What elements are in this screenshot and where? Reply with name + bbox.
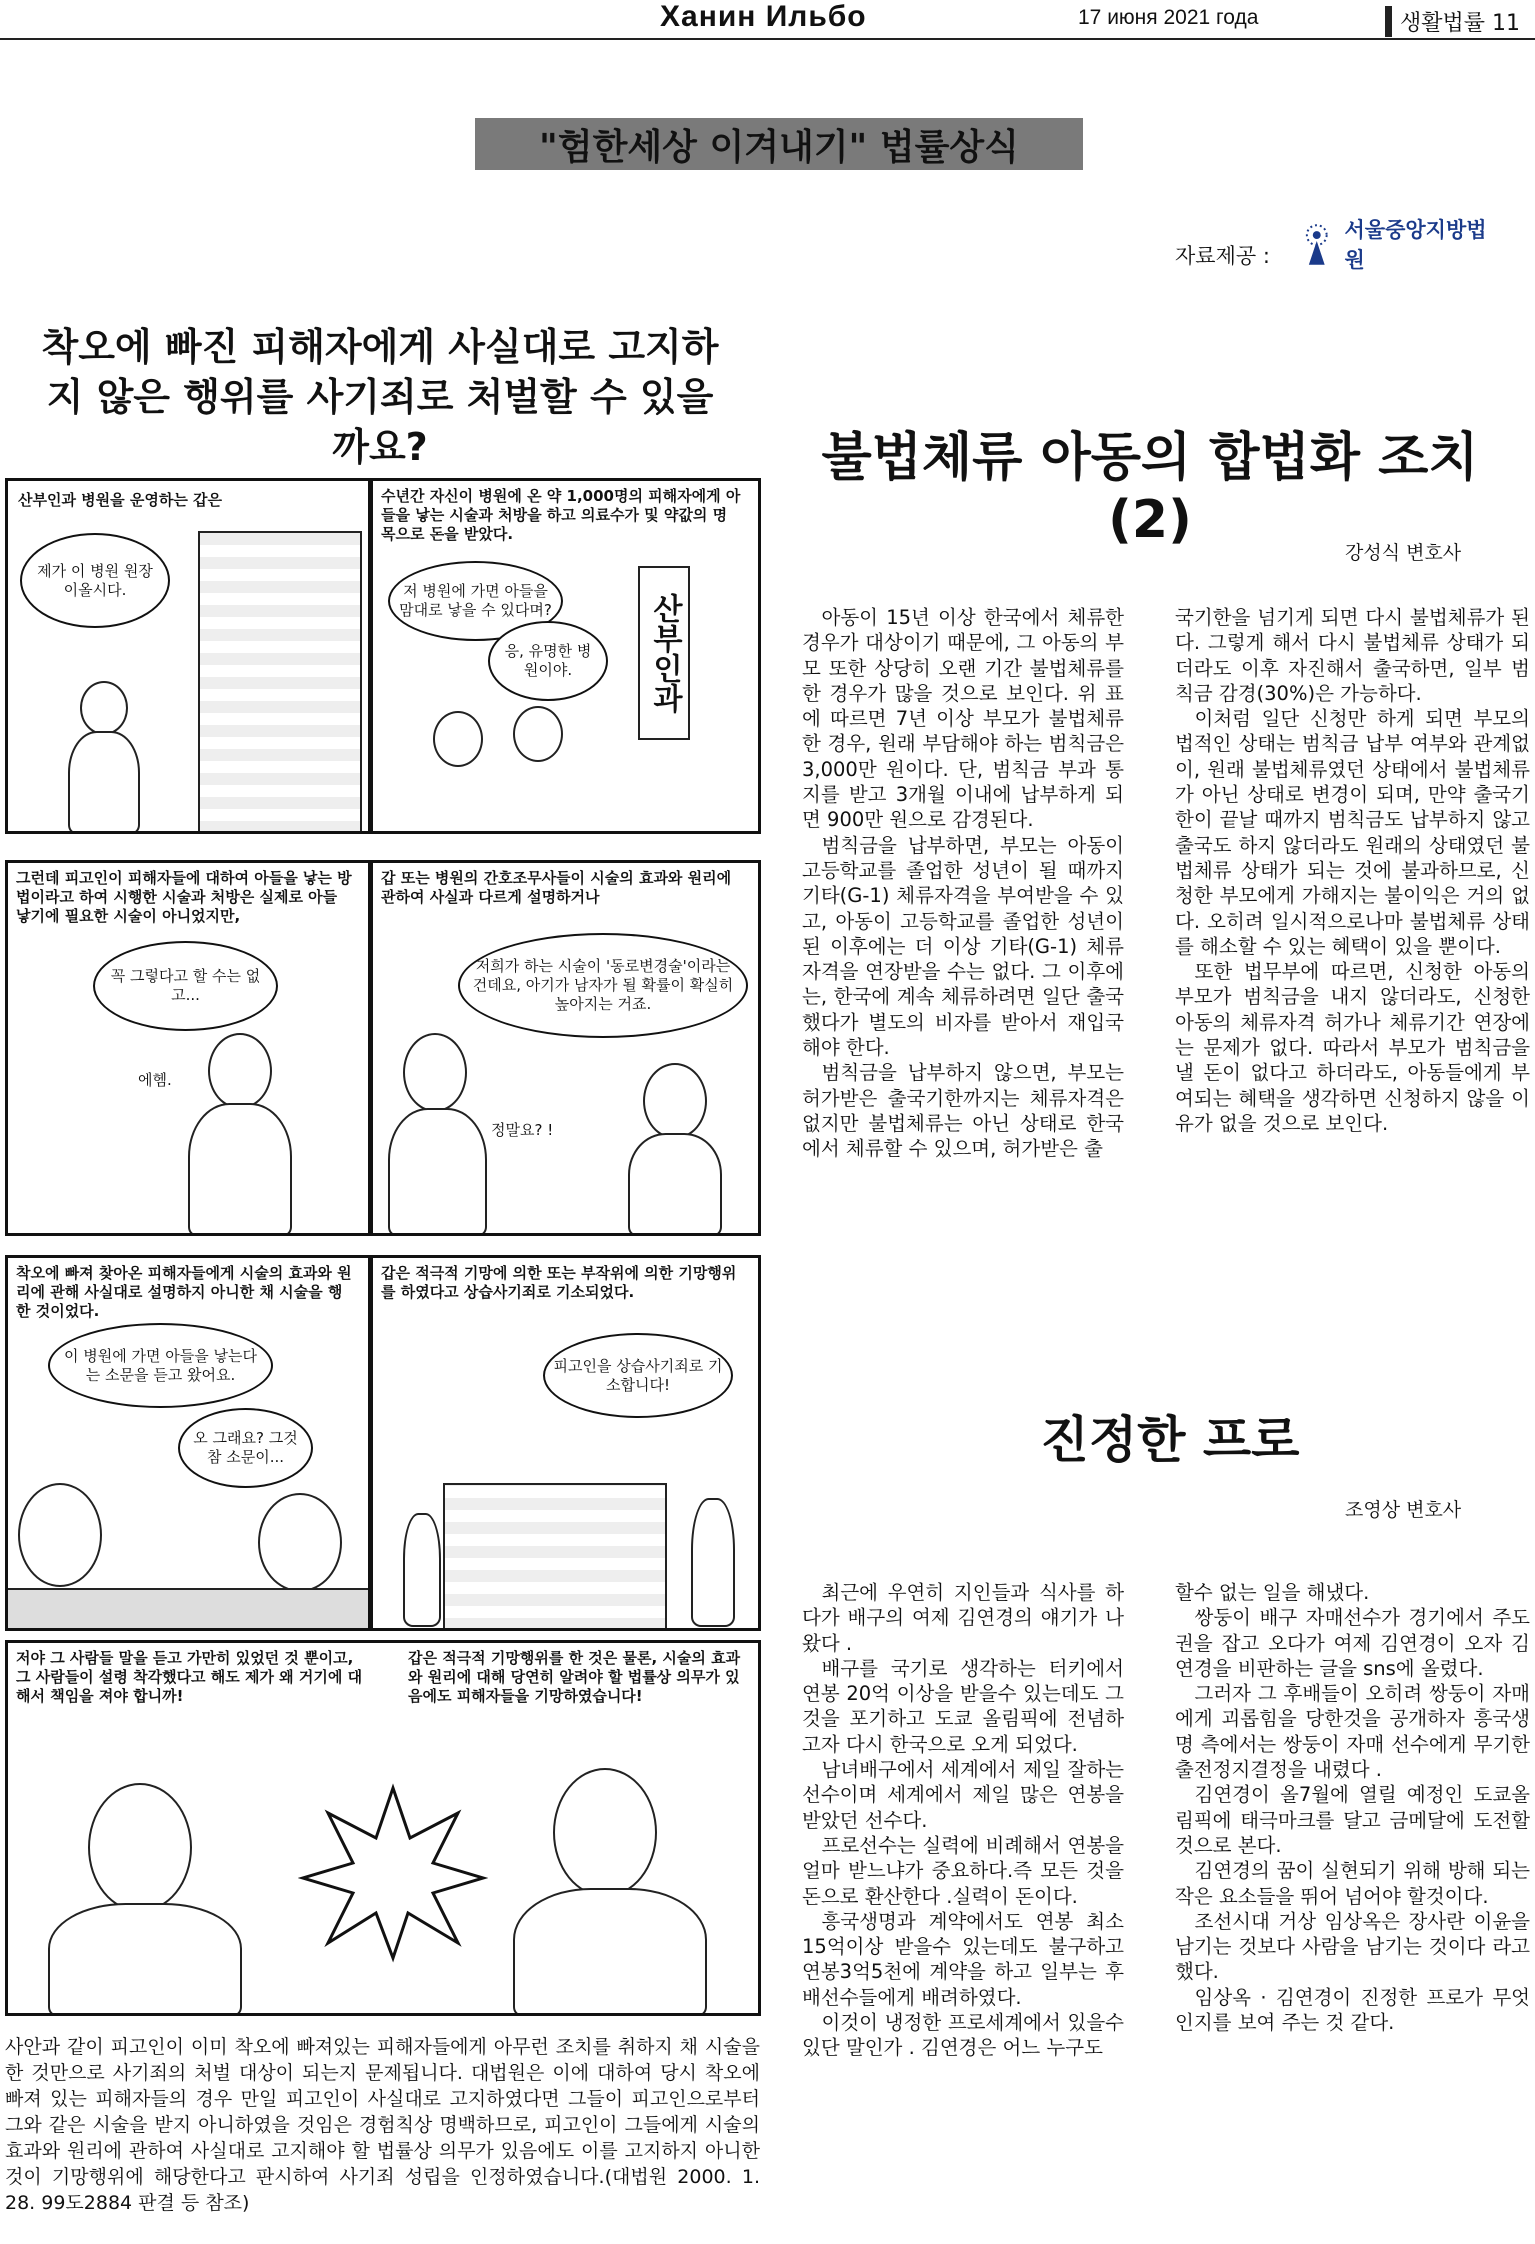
woman-head [513,706,563,762]
prosecutor-figure [403,1513,441,1627]
issue-date: 17 июня 2021 года [1078,6,1259,29]
newspaper-name: Ханин Ильбо [660,0,867,33]
court-logo [1295,218,1505,270]
article2-author: 강성식 변호사 [1345,542,1462,564]
courthouse-building [443,1483,667,1631]
left-article-body: 사안과 같이 피고인이 이미 착오에 빠져있는 피해자들에게 아무런 조치를 취하지 채 시술을 한 것만으로 사기죄의 처벌 대상이 되는지 문제됩니다. 대법원은 이에 대하여 당시 착오에 빠져 있는 피해자들의 경우 만일 피고인이 사실대로 고지하였다면 그들이 피고인으로부터 그와 같은 시술을 받지 아니하였을 것임은 경험칙상 명백하므로, 피고인이 그들에게 시술의 효과와 원리에 관하여 사실대로 고지해야 할 법률상 의무가 있음에도 이를 고지하지 아니한 것이 기망행위에 해당한다고 판시하여 사기죄 성립을 인정하였습니다.(대법원 2000. 1. 28. 99도2884 판결 등 참조) [5,2036,760,2214]
doctor-figure [68,731,140,834]
comic-caption: 착오에 빠져 찾아온 피해자들에게 시술의 효과와 원리에 관해 사실대로 설명하지 아니한 채 시술을 행한 것이었다. [16,1264,352,1320]
section-page-label: 생활법률 11 [1385,6,1520,37]
paragraph: 또한 법무부에 따르면, 신청한 아동의 부모가 범칙금을 내지 않더라도, 신청한 아동의 체류자격 허가나 체류기간 연장에는 문제가 없다. 따라서 부모가 범칙금을 낼 돈이 없다고 하더라도, 아동들에게 부여되는 혜택을 생각하면 신청하지 않을 이유가 없을 것으로 보인다. [1175,960,1530,1135]
comic-caption: 갑은 적극적 기망에 의한 또는 부작위에 의한 기망행위를 하였다고 상습사기죄로 기소되었다. [381,1264,737,1301]
speech-bubble: 꼭 그렇다고 할 수는 없고... [93,941,278,1031]
woman-figure [388,1108,487,1236]
doctor-head [80,681,128,735]
speech-bubble: 제가 이 병원 원장이올시다. [20,533,170,628]
paragraph: 프로선수는 실력에 비례해서 연봉을 얼마 받느냐가 중요하다.즉 모든 것을 돈으로 환산한다 .실력이 돈이다. [802,1833,1124,1908]
speech-bubble: 저희가 하는 시술이 '동로변경술'이라는 건데요, 아기가 남자가 될 확률이 확실히 높아지는 거죠. [458,933,748,1038]
comic-caption: 갑은 적극적 기망행위를 한 것은 물론, 시술의 효과와 원리에 대해 당연히 알려야 할 법률상 의무가 있음에도 피해자들을 기망하였습니다! [408,1649,741,1705]
article3-column-1 [802,1580,1124,2061]
comic-caption: 갑 또는 병원의 간호조무사들이 시술의 효과와 원리에 관하여 사실과 다르게 설명하거나 [381,869,732,906]
article3-author: 조영상 변호사 [1345,1499,1462,1521]
judge-figure [691,1498,735,1627]
comic-panel-5 [5,1255,371,1631]
woman-head [433,711,483,767]
paragraph: 쌍둥이 배구 자매선수가 경기에서 주도권을 잡고 오다가 여제 김연경이 오자 김연경을 비판하는 글을 sns에 올렸다. [1175,1606,1530,1680]
source-label: 자료제공 : [1175,244,1270,268]
hospital-building [198,531,362,834]
nurse-head [643,1063,707,1139]
paragraph: 아동이 15년 이상 한국에서 체류한 경우가 대상이기 때문에, 그 아동의 부모 또한 상당히 오랜 기간 불법체류를 한 경우가 많을 것으로 보인다. 위 표에 따르면 7년 이상 부모가 불법체류한 경우, 원래 부담해야 하는 범칙금은 3,000만 원이다. 단, 범칙금 부과 통지를 받고 3개월 이내에 납부하게 되면 900만 원으로 감경된다. [802,606,1124,832]
paragraph: 할수 없는 일을 해냈다. [1175,1581,1370,1604]
comic-caption: 산부인과 병원을 운영하는 갑은 [18,491,223,509]
comic-caption: 그런데 피고인이 피해자들에 대하여 아들을 낳는 방법이라고 하여 시행한 시술과 처방은 실제로 아들 낳기에 필요한 시술이 아니었지만, [16,869,352,925]
doctor-head [208,1033,272,1109]
prosecutor-figure [513,1888,707,2016]
series-banner-text: "험한세상 이겨내기" 법률상식 [539,126,1019,168]
comic-aside: 에헴. [138,1071,172,1089]
comic-panel-2 [370,478,761,834]
comic-aside: 정말요? ! [491,1121,554,1139]
article3-title: 진정한 프로 [1040,1411,1300,1469]
header-rule [0,38,1535,40]
paragraph: 그러자 그 후배들이 오히려 쌍둥이 자매에게 괴롭힘을 당한것을 공개하자 흥국생명 측에서는 쌍둥이 자매 선수에게 무기한 출전정지결정을 내렸다 . [1175,1682,1530,1782]
paragraph: 김연경이 올7월에 열릴 예정인 도쿄올림픽에 태극마크를 달고 금메달에 도전할것으로 본다. [1175,1783,1530,1857]
hospital-sign: 산부인과 [638,566,690,740]
paragraph: 임상옥 · 김연경이 진정한 프로가 무엇인지를 보여 주는 것 같다. [1175,1985,1530,2035]
speech-bubble: 이 병원에 가면 아들을 낳는다는 소문을 듣고 왔어요. [48,1323,273,1408]
speech-bubble: 저 병원에 가면 아들을 맘대로 낳을 수 있다며? [388,561,563,641]
defendant-figure [48,1903,242,2016]
paragraph: 배구를 국기로 생각하는 터키에서 연봉 20억 이상을 받을수 있는데도 그것을 포기하고 도쿄 올림픽에 전념하고자 다시 한국으로 오게 되었다. [802,1656,1124,1756]
article3-column-2 [1175,1580,1530,2035]
nurse-figure [628,1133,722,1236]
paragraph: 범칙금을 납부하지 않으면, 부모는 허가받은 출국기한까지는 체류자격은 없지만 불법체류는 아닌 상태로 한국에서 체류할 수 있으며, 허가받은 출 [802,1061,1124,1161]
series-banner [475,118,1083,170]
comic-panel-1 [5,478,371,834]
speech-bubble: 오 그래요? 그것 참 소문이... [178,1408,313,1488]
paragraph: 남녀배구에서 세계에서 제일 잘하는 선수이며 세계에서 제일 많은 연봉을 받았던 선수다. [802,1758,1124,1832]
paragraph: 이것이 냉정한 프로세계에서 있을수 있단 말인가 . 김연경은 어느 누구도 [802,2011,1124,2060]
woman-head [403,1033,467,1112]
court-logo-text: 서울중앙지방법원 [1344,218,1487,272]
court-emblem-icon [1295,221,1339,267]
left-article-title: 착오에 빠진 피해자에게 사실대로 고지하지 않은 행위를 사기죄로 처벌할 수 있을까요? [41,325,719,469]
comic-caption: 저야 그 사람들 말을 듣고 가만히 있었던 것 뿐이고, 그 사람들이 설령 착각했다고 해도 제가 왜 거기에 대해서 책임을 져야 합니까! [16,1649,363,1705]
defendant-head [88,1783,192,1912]
comic-caption: 수년간 자신이 병원에 온 약 1,000명의 피해자에게 아들을 낳는 시술과 처방을 하고 의료수가 및 약값의 명목으로 돈을 받았다. [381,487,741,543]
article2-column-1 [802,605,1124,1162]
paragraph: 조선시대 거상 임상옥은 장사란 이윤을 남기는 것보다 사람을 남기는 것이다 라고 했다. [1175,1909,1530,1984]
desk [8,1588,368,1630]
comic-panel-4 [370,860,761,1236]
comic-panel-3 [5,860,371,1236]
paragraph: 김연경의 꿈이 실현되기 위해 방해 되는 작은 요소들을 뛰어 넘어야 할것이다. [1175,1859,1530,1908]
comic-panel-7 [5,1640,761,2016]
doctor-figure [188,1103,292,1236]
article2-title: 불법체류 아동의 합법화 조치 (2) [821,428,1479,550]
woman-head [18,1483,102,1587]
doctor-head [258,1493,342,1592]
prosecutor-head [553,1768,657,1897]
comic-panel-6 [370,1255,761,1631]
paragraph: 이처럼 일단 신청만 하게 되면 부모의 법적인 상태는 범칙금 납부 여부와 관계없이, 원래 불법체류였던 상태에서 불법체류가 아닌 상태로 변경이 되며, 만약 출국기한이 끝날 때까지 범칙금도 납부하지 않고 출국도 하지 않더라도 원래의 상태였던 불법체류 상태가 되는 것에 불과하므로, 신청한 부모에게 가해지는 불이익은 거의 없다. 오히려 일시적으로나마 불법체류 상태를 해소할 수 있는 혜택이 있을 뿐이다. [1175,707,1530,958]
paragraph: 흥국생명과 계약에서도 연봉 최소 15억이상 받을수 있는데도 불구하고 연봉3억5천에 계약을 하고 일부는 후배선수들에게 배려하였다. [802,1909,1124,2009]
paragraph: 최근에 우연히 지인들과 식사를 하다가 배구의 여제 김연경의 얘기가 나왔다 . [802,1581,1124,1655]
clash-burst-icon [298,1783,488,1963]
paragraph: 국기한을 넘기게 되면 다시 불법체류가 된다. 그렇게 해서 다시 불법체류 상태가 되더라도 이후 자진해서 출국하면, 일부 범칙금 감경(30%)은 가능하다. [1175,606,1530,705]
paragraph: 범칙금을 납부하면, 부모는 아동이 고등학교를 졸업한 성년이 될 때까지 기타(G-1) 체류자격을 부여받을 수 있고, 아동이 고등학교를 졸업한 성년이 된 이후에는 더 이상 기타(G-1) 체류자격을 연장받을 수는 없다. 그 이후에는, 한국에 계속 체류하려면 일단 출국했다가 별도의 비자를 받아서 재입국해야 한다. [802,833,1124,1060]
speech-bubble: 피고인을 상습사기죄로 기소합니다! [543,1333,733,1418]
speech-bubble: 응, 유명한 병원이야. [488,621,608,701]
article2-column-2 [1175,605,1530,1136]
